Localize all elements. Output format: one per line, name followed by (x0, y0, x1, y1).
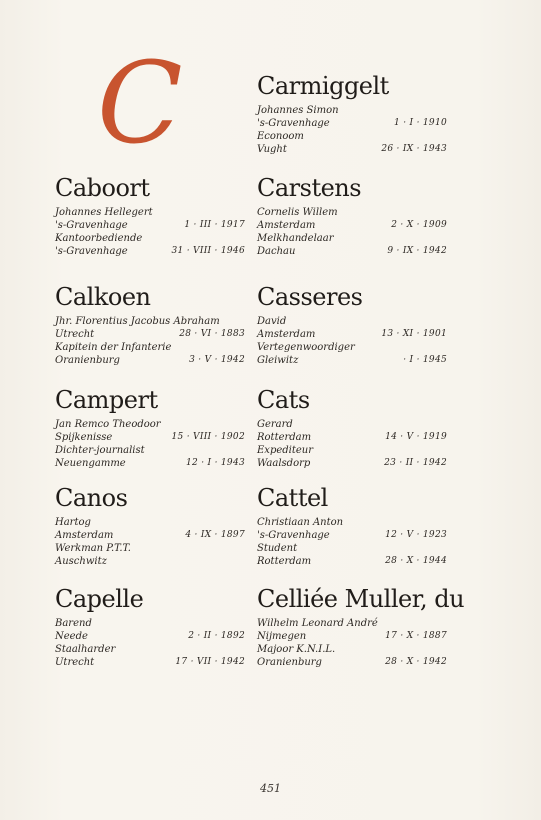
entry-line (257, 656, 447, 669)
entry-text: Werkman P.T.T. (55, 543, 131, 554)
entry-line (55, 341, 245, 354)
entry-text: Barend (55, 618, 92, 629)
entry-line (55, 457, 245, 470)
entry-line (257, 341, 447, 354)
entry-date: 17 · VII · 1942 (175, 657, 245, 667)
entry-text: Wilhelm Leonard André (257, 618, 378, 629)
entry-line (257, 516, 447, 529)
entry-line (257, 354, 447, 367)
entry-text: 's-Gravenhage (257, 530, 330, 541)
entry-line (55, 516, 245, 529)
memorial-entry (257, 283, 447, 367)
entry-line (257, 232, 447, 245)
entry-line (55, 219, 245, 232)
entry-line (55, 418, 245, 431)
entry-date: 14 · V · 1919 (385, 432, 447, 442)
surname: Cattel (257, 484, 328, 512)
entry-line (257, 630, 447, 643)
entry-text: Amsterdam (55, 530, 114, 541)
memorial-entry (257, 585, 465, 669)
entry-text: Cornelis Willem (257, 207, 338, 218)
entry-text: Oranienburg (55, 355, 120, 366)
entry-date: · I · 1945 (403, 355, 447, 365)
entry-line (55, 444, 245, 457)
entry-line (257, 219, 447, 232)
entry-text: Dichter-journalist (55, 445, 145, 456)
entry-line (55, 656, 245, 669)
entry-date: 23 · II · 1942 (384, 458, 447, 468)
entry-text: 's-Gravenhage (55, 246, 128, 257)
entry-line (257, 444, 447, 457)
entry-text: Amsterdam (257, 329, 316, 340)
surname: Casseres (257, 283, 363, 311)
drop-cap: C (97, 39, 183, 169)
entry-line (55, 206, 245, 219)
entry-text: Spijkenisse (55, 432, 113, 443)
entry-date: 9 · IX · 1942 (387, 246, 447, 256)
entry-text: Student (257, 543, 298, 554)
entry-text: Johannes Hellegert (55, 207, 153, 218)
entry-line (257, 542, 447, 555)
entry-line (257, 431, 447, 444)
entry-date: 28 · X · 1944 (385, 556, 447, 566)
entry-date: 31 · VIII · 1946 (171, 246, 245, 256)
entry-text: Expediteur (257, 445, 314, 456)
entry-text: Jan Remco Theodoor (55, 419, 161, 430)
entry-text: Amsterdam (257, 220, 316, 231)
entry-text: Oranienburg (257, 657, 322, 668)
entry-line (55, 328, 245, 341)
entry-text: Vught (257, 144, 287, 155)
surname: Capelle (55, 585, 144, 613)
surname: Caboort (55, 174, 150, 202)
entry-line (257, 617, 447, 630)
entry-text: Gleiwitz (257, 355, 299, 366)
entry-line (257, 315, 447, 328)
entry-line (55, 354, 245, 367)
entry-text: Melkhandelaar (257, 233, 334, 244)
entry-text: Rotterdam (257, 432, 312, 443)
surname: Carstens (257, 174, 362, 202)
entry-line (55, 245, 245, 258)
entry-date: 4 · IX · 1897 (185, 530, 245, 540)
entry-date: 15 · VIII · 1902 (171, 432, 245, 442)
entry-date: 2 · II · 1892 (188, 631, 245, 641)
entry-text: Vertegenwoordiger (257, 342, 355, 353)
entry-line (257, 104, 447, 117)
entry-line (55, 617, 245, 630)
entry-line (257, 418, 447, 431)
entry-line (257, 245, 447, 258)
entry-line (257, 143, 447, 156)
entry-line (55, 431, 245, 444)
entry-text: Econoom (257, 131, 304, 142)
entry-date: 28 · X · 1942 (385, 657, 447, 667)
entry-date: 17 · X · 1887 (385, 631, 447, 641)
entry-line (257, 328, 447, 341)
entry-line (55, 315, 245, 328)
entry-text: Kapitein der Infanterie (55, 342, 172, 353)
memorial-entry (257, 484, 447, 568)
entry-date: 13 · XI · 1901 (381, 329, 447, 339)
entry-text: Majoor K.N.I.L. (257, 644, 336, 655)
memorial-entry (55, 283, 245, 367)
entry-text: Utrecht (55, 657, 95, 668)
entry-line (55, 643, 245, 656)
entry-line (55, 529, 245, 542)
entry-date: 12 · I · 1943 (186, 458, 245, 468)
entry-text: Jhr. Florentius Jacobus Abraham (55, 316, 220, 327)
entry-text: Neede (55, 631, 88, 642)
surname: Cats (257, 386, 310, 414)
page-number: 451 (260, 782, 281, 795)
entry-text: Auschwitz (55, 556, 107, 567)
entry-text: David (257, 316, 287, 327)
entry-date: 12 · V · 1923 (385, 530, 447, 540)
entry-text: Hartog (55, 517, 91, 528)
entry-line (55, 630, 245, 643)
entry-text: Rotterdam (257, 556, 312, 567)
entry-text: Waalsdorp (257, 458, 311, 469)
entry-line (257, 643, 447, 656)
entry-line (257, 130, 447, 143)
memorial-entry (257, 174, 447, 258)
entry-line (257, 457, 447, 470)
surname: Calkoen (55, 283, 151, 311)
surname: Canos (55, 484, 128, 512)
entry-text: Johannes Simon (257, 105, 339, 116)
entry-date: 28 · VI · 1883 (179, 329, 245, 339)
memorial-entry (257, 386, 447, 470)
memorial-entry (55, 484, 245, 568)
memorial-entry (55, 386, 245, 470)
entry-text: Nijmegen (257, 631, 307, 642)
surname: Carmiggelt (257, 72, 389, 100)
entry-date: 3 · V · 1942 (189, 355, 245, 365)
surname: Celliée Muller, du (257, 585, 465, 613)
entry-text: 's-Gravenhage (257, 118, 330, 129)
entry-line (257, 206, 447, 219)
entry-date: 26 · IX · 1943 (381, 144, 447, 154)
entry-line (257, 117, 447, 130)
entry-text: Gerard (257, 419, 293, 430)
entry-line (55, 555, 245, 568)
entry-text: Kantoorbediende (55, 233, 143, 244)
entry-line (257, 555, 447, 568)
entry-text: Utrecht (55, 329, 95, 340)
entry-line (55, 232, 245, 245)
memorial-entry (55, 585, 245, 669)
entry-text: Neuengamme (55, 458, 126, 469)
entry-line (257, 529, 447, 542)
memorial-entry (257, 72, 447, 156)
entry-line (55, 542, 245, 555)
entry-text: Staalharder (55, 644, 116, 655)
entry-date: 1 · I · 1910 (394, 118, 447, 128)
entry-text: Christiaan Anton (257, 517, 344, 528)
entry-text: 's-Gravenhage (55, 220, 128, 231)
surname: Campert (55, 386, 158, 414)
entry-date: 1 · III · 1917 (184, 220, 245, 230)
entry-text: Dachau (257, 246, 296, 257)
memorial-entry (55, 174, 245, 258)
entry-date: 2 · X · 1909 (391, 220, 447, 230)
